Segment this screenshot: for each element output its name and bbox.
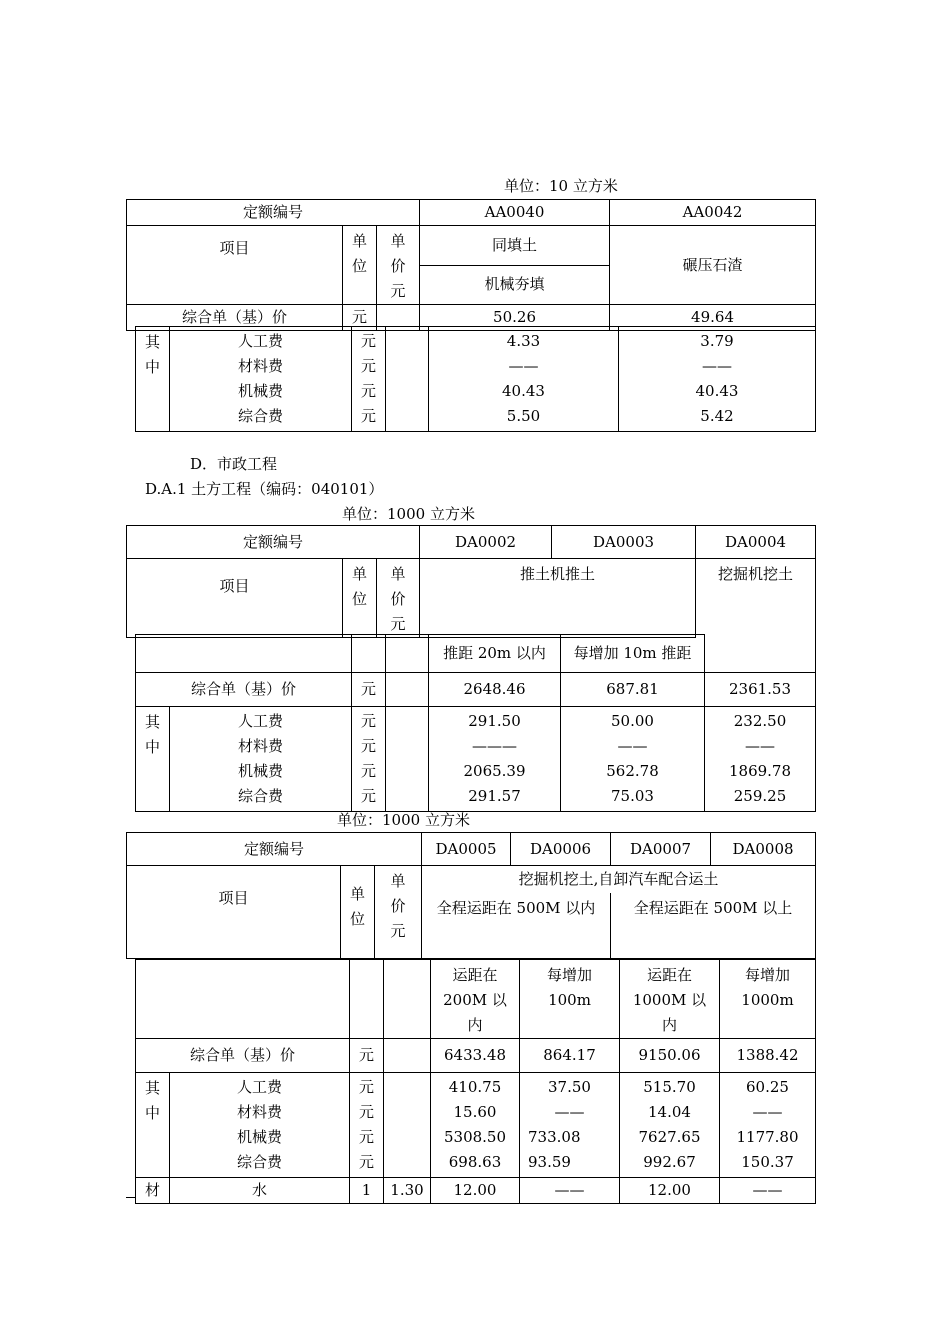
t3-sub-unit-blank xyxy=(350,960,384,1039)
t1-r3-v1: 40.43 xyxy=(502,382,545,400)
t1-c1-bottom: 机械夯填 xyxy=(420,265,610,305)
t1-row-4-unit: 元 xyxy=(360,407,376,425)
t3-row-1-name: 人工费 xyxy=(236,1078,282,1096)
t3-mat-v1: 12.00 xyxy=(431,1178,520,1204)
t1-r2-v1: —— xyxy=(508,357,539,375)
t2-col-3-values xyxy=(705,707,816,812)
t3-body-table xyxy=(135,959,816,1204)
t3-r4-v4: 150.37 xyxy=(741,1153,794,1171)
t1-item-label: 项目 xyxy=(127,226,343,305)
t3-mat-v4: —— xyxy=(720,1178,816,1204)
t3-row-4-unit: 元 xyxy=(358,1153,374,1171)
t2-total-3: 2361.53 xyxy=(705,673,816,707)
t2-row-names xyxy=(170,707,352,812)
t1-c1-top: 同填土 xyxy=(420,226,610,266)
t3-sub-2: 每增加 100m xyxy=(520,960,620,1039)
t2-body-table xyxy=(135,634,816,812)
t1-row-4-name: 综合费 xyxy=(237,407,283,425)
t2-sub-unit-blank xyxy=(352,635,386,673)
t3-r4-v3: 992.67 xyxy=(643,1153,696,1171)
t3-total-4: 1388.42 xyxy=(720,1039,816,1073)
t3-r3-v2: 733.08 xyxy=(528,1128,581,1146)
t3-r2-v1: 15.60 xyxy=(453,1103,497,1121)
t1-total-label: 综合单（基）价 xyxy=(127,305,343,331)
t2-sub-blank xyxy=(136,635,352,673)
t3-r3-v1: 5308.50 xyxy=(443,1128,507,1146)
t3-item-label: 项目 xyxy=(127,866,341,959)
t2-r3-v2: 562.78 xyxy=(606,762,659,780)
t2-r4-v2: 75.03 xyxy=(611,787,654,805)
t3-mat-v2: —— xyxy=(520,1178,620,1204)
t1-header-table xyxy=(126,199,816,331)
t1-row-2-unit: 元 xyxy=(360,357,376,375)
t2-row-1-unit: 元 xyxy=(360,712,376,730)
t3-code-label: 定额编号 xyxy=(127,833,422,866)
t3-header-table xyxy=(126,832,816,959)
t1-row-1-name: 人工费 xyxy=(237,332,283,350)
t3-mat-label: 材 xyxy=(136,1178,170,1204)
t3-mat-name: 水 xyxy=(170,1178,350,1204)
t1-total-unit: 元 xyxy=(343,305,377,331)
t2-item-label: 项目 xyxy=(127,559,343,638)
t3-mat-v3: 12.00 xyxy=(620,1178,720,1204)
t3-sub-blank xyxy=(136,960,350,1039)
t3-total-1: 6433.48 xyxy=(431,1039,520,1073)
t1-r2-v2: —— xyxy=(702,357,732,375)
t3-row-2-name: 材料费 xyxy=(236,1103,282,1121)
t2-row-1-name: 人工费 xyxy=(237,712,283,730)
section-subtitle: D.A.1 土方工程（编码：040101） xyxy=(145,480,384,498)
t3-row-names xyxy=(170,1073,350,1178)
t3-sub-price-blank xyxy=(384,960,431,1039)
t2-total-price xyxy=(386,673,429,707)
t1-row-3-name: 机械费 xyxy=(237,382,283,400)
t2-r1-v2: 50.00 xyxy=(611,712,654,730)
t3-total-3: 9150.06 xyxy=(620,1039,720,1073)
t3-r2-v3: 14.04 xyxy=(648,1103,691,1121)
t2-header-table xyxy=(126,525,816,638)
t1-code-1: AA0040 xyxy=(420,200,610,226)
t3-total-label: 综合单（基）价 xyxy=(136,1039,350,1073)
t3-row-1-unit: 元 xyxy=(358,1078,374,1096)
t3-sub-1: 运距在 200M 以 内 xyxy=(431,960,520,1039)
t3-code-2: DA0006 xyxy=(511,833,611,866)
t3-r1-v3: 515.70 xyxy=(643,1078,696,1096)
t2-row-3-unit: 元 xyxy=(360,762,376,780)
t1-price-col: 单 价 元 xyxy=(377,226,420,305)
t2-total-label: 综合单（基）价 xyxy=(136,673,352,707)
t2-row-units xyxy=(352,707,386,812)
t3-group-2: 全程运距在 500M 以上 xyxy=(611,893,816,959)
t3-r3-v4: 1177.80 xyxy=(736,1128,799,1146)
t3-row-2-unit: 元 xyxy=(358,1103,374,1121)
t2-sub-2: 每增加 10m 推距 xyxy=(561,635,705,673)
t1-col-2-values xyxy=(619,327,816,432)
t3-col-3-values xyxy=(620,1073,720,1178)
t3-total-price xyxy=(384,1039,431,1073)
t2-code-3: DA0004 xyxy=(696,526,816,559)
t2-r4-v3: 259.25 xyxy=(733,787,787,805)
t1-row-1-unit: 元 xyxy=(360,332,376,350)
t1-r3-v2: 40.43 xyxy=(695,382,739,400)
t1-row-names xyxy=(170,327,352,432)
t2-r2-v3: —— xyxy=(745,737,775,755)
t2-sub-1: 推距 20m 以内 xyxy=(429,635,561,673)
t3-r4-v1: 698.63 xyxy=(448,1153,502,1171)
t3-code-4: DA0008 xyxy=(711,833,816,866)
t2-row-prices xyxy=(386,707,429,812)
t3-r4-v2: 93.59 xyxy=(528,1153,571,1171)
t2-row-2-unit: 元 xyxy=(360,737,376,755)
t3-unit-label: 单位：1000 立方米 xyxy=(337,811,470,829)
t3-row-3-name: 机械费 xyxy=(236,1128,282,1146)
t3-row-3-unit: 元 xyxy=(358,1128,374,1146)
t3-r3-v3: 7627.65 xyxy=(638,1128,701,1146)
t1-code-label: 定额编号 xyxy=(127,200,420,226)
t3-unit-col: 单 位 xyxy=(341,866,375,959)
t2-r1-v1: 291.50 xyxy=(468,712,521,730)
section-title: D．市政工程 xyxy=(190,455,278,473)
t3-price-col: 单 价 元 xyxy=(375,866,422,959)
t2-col-2-values xyxy=(561,707,705,812)
t3-among-label: 其 中 xyxy=(136,1073,170,1178)
t1-r4-v1: 5.50 xyxy=(506,407,541,425)
t3-r2-v2: —— xyxy=(554,1103,585,1121)
t2-total-1: 2648.46 xyxy=(429,673,561,707)
t3-mat-unit: 1 xyxy=(350,1178,384,1204)
t2-row-2-name: 材料费 xyxy=(237,737,283,755)
t1-c2: 碾压石渣 xyxy=(610,226,816,305)
t2-unit-col: 单 位 xyxy=(343,559,377,638)
t2-code-2: DA0003 xyxy=(552,526,696,559)
t2-col-1-values xyxy=(429,707,561,812)
t1-total-1: 50.26 xyxy=(420,305,610,331)
t2-group-2: 挖掘机挖土 xyxy=(696,559,816,638)
t2-code-1: DA0002 xyxy=(420,526,552,559)
t3-sub-4: 每增加 1000m xyxy=(720,960,816,1039)
t2-price-col: 单 价 元 xyxy=(377,559,420,638)
t2-sub-price-blank xyxy=(386,635,429,673)
t3-col-4-values xyxy=(720,1073,816,1178)
t2-r2-v1: ——— xyxy=(472,737,517,755)
t3-r2-v4: —— xyxy=(752,1103,783,1121)
t1-unit-label: 单位：10 立方米 xyxy=(504,177,618,195)
t3-sub-3: 运距在 1000M 以 内 xyxy=(620,960,720,1039)
t1-detail-table xyxy=(135,326,816,432)
t3-col-1-values xyxy=(431,1073,520,1178)
t2-among-label: 其 中 xyxy=(136,707,170,812)
t3-group: 挖掘机挖土,自卸汽车配合运土 xyxy=(422,866,816,893)
t2-unit-label: 单位：1000 立方米 xyxy=(342,505,475,523)
t2-total-2: 687.81 xyxy=(561,673,705,707)
t3-code-1: DA0005 xyxy=(422,833,511,866)
t3-total-2: 864.17 xyxy=(520,1039,620,1073)
t1-unit-col: 单 位 xyxy=(343,226,377,305)
t1-code-2: AA0042 xyxy=(610,200,816,226)
t3-r1-v1: 410.75 xyxy=(448,1078,502,1096)
t3-r1-v4: 60.25 xyxy=(746,1078,789,1096)
t2-r3-v3: 1869.78 xyxy=(728,762,792,780)
t3-mat-price: 1.30 xyxy=(384,1178,431,1204)
t3-group-1: 全程运距在 500M 以内 xyxy=(422,893,611,959)
t3-code-3: DA0007 xyxy=(611,833,711,866)
t1-col-1-values xyxy=(429,327,619,432)
t3-row-4-name: 综合费 xyxy=(236,1153,282,1171)
t1-among-label: 其 中 xyxy=(136,327,170,432)
t3-col-2-values xyxy=(520,1073,620,1178)
t2-r2-v2: —— xyxy=(617,737,648,755)
t1-total-2: 49.64 xyxy=(610,305,816,331)
t2-code-label: 定额编号 xyxy=(127,526,420,559)
t2-r3-v1: 2065.39 xyxy=(463,762,526,780)
t1-r1-v1: 4.33 xyxy=(506,332,541,350)
t3-r1-v2: 37.50 xyxy=(548,1078,591,1096)
t2-row-4-name: 综合费 xyxy=(237,787,283,805)
page-edge-mark xyxy=(126,1197,135,1198)
t2-r4-v1: 291.57 xyxy=(468,787,521,805)
t3-row-units xyxy=(350,1073,384,1178)
t1-row-2-name: 材料费 xyxy=(237,357,283,375)
t1-r4-v2: 5.42 xyxy=(700,407,734,425)
t3-row-prices xyxy=(384,1073,431,1178)
t3-total-unit: 元 xyxy=(350,1039,384,1073)
t1-row-prices xyxy=(386,327,429,432)
t1-row-units xyxy=(352,327,386,432)
t2-total-unit: 元 xyxy=(352,673,386,707)
t1-r1-v2: 3.79 xyxy=(700,332,734,350)
t1-row-3-unit: 元 xyxy=(360,382,376,400)
t2-sub-3-blank xyxy=(705,635,816,673)
t2-row-4-unit: 元 xyxy=(360,787,376,805)
t2-r1-v3: 232.50 xyxy=(733,712,787,730)
t2-group-1: 推土机推土 xyxy=(420,559,696,638)
t2-row-3-name: 机械费 xyxy=(237,762,283,780)
